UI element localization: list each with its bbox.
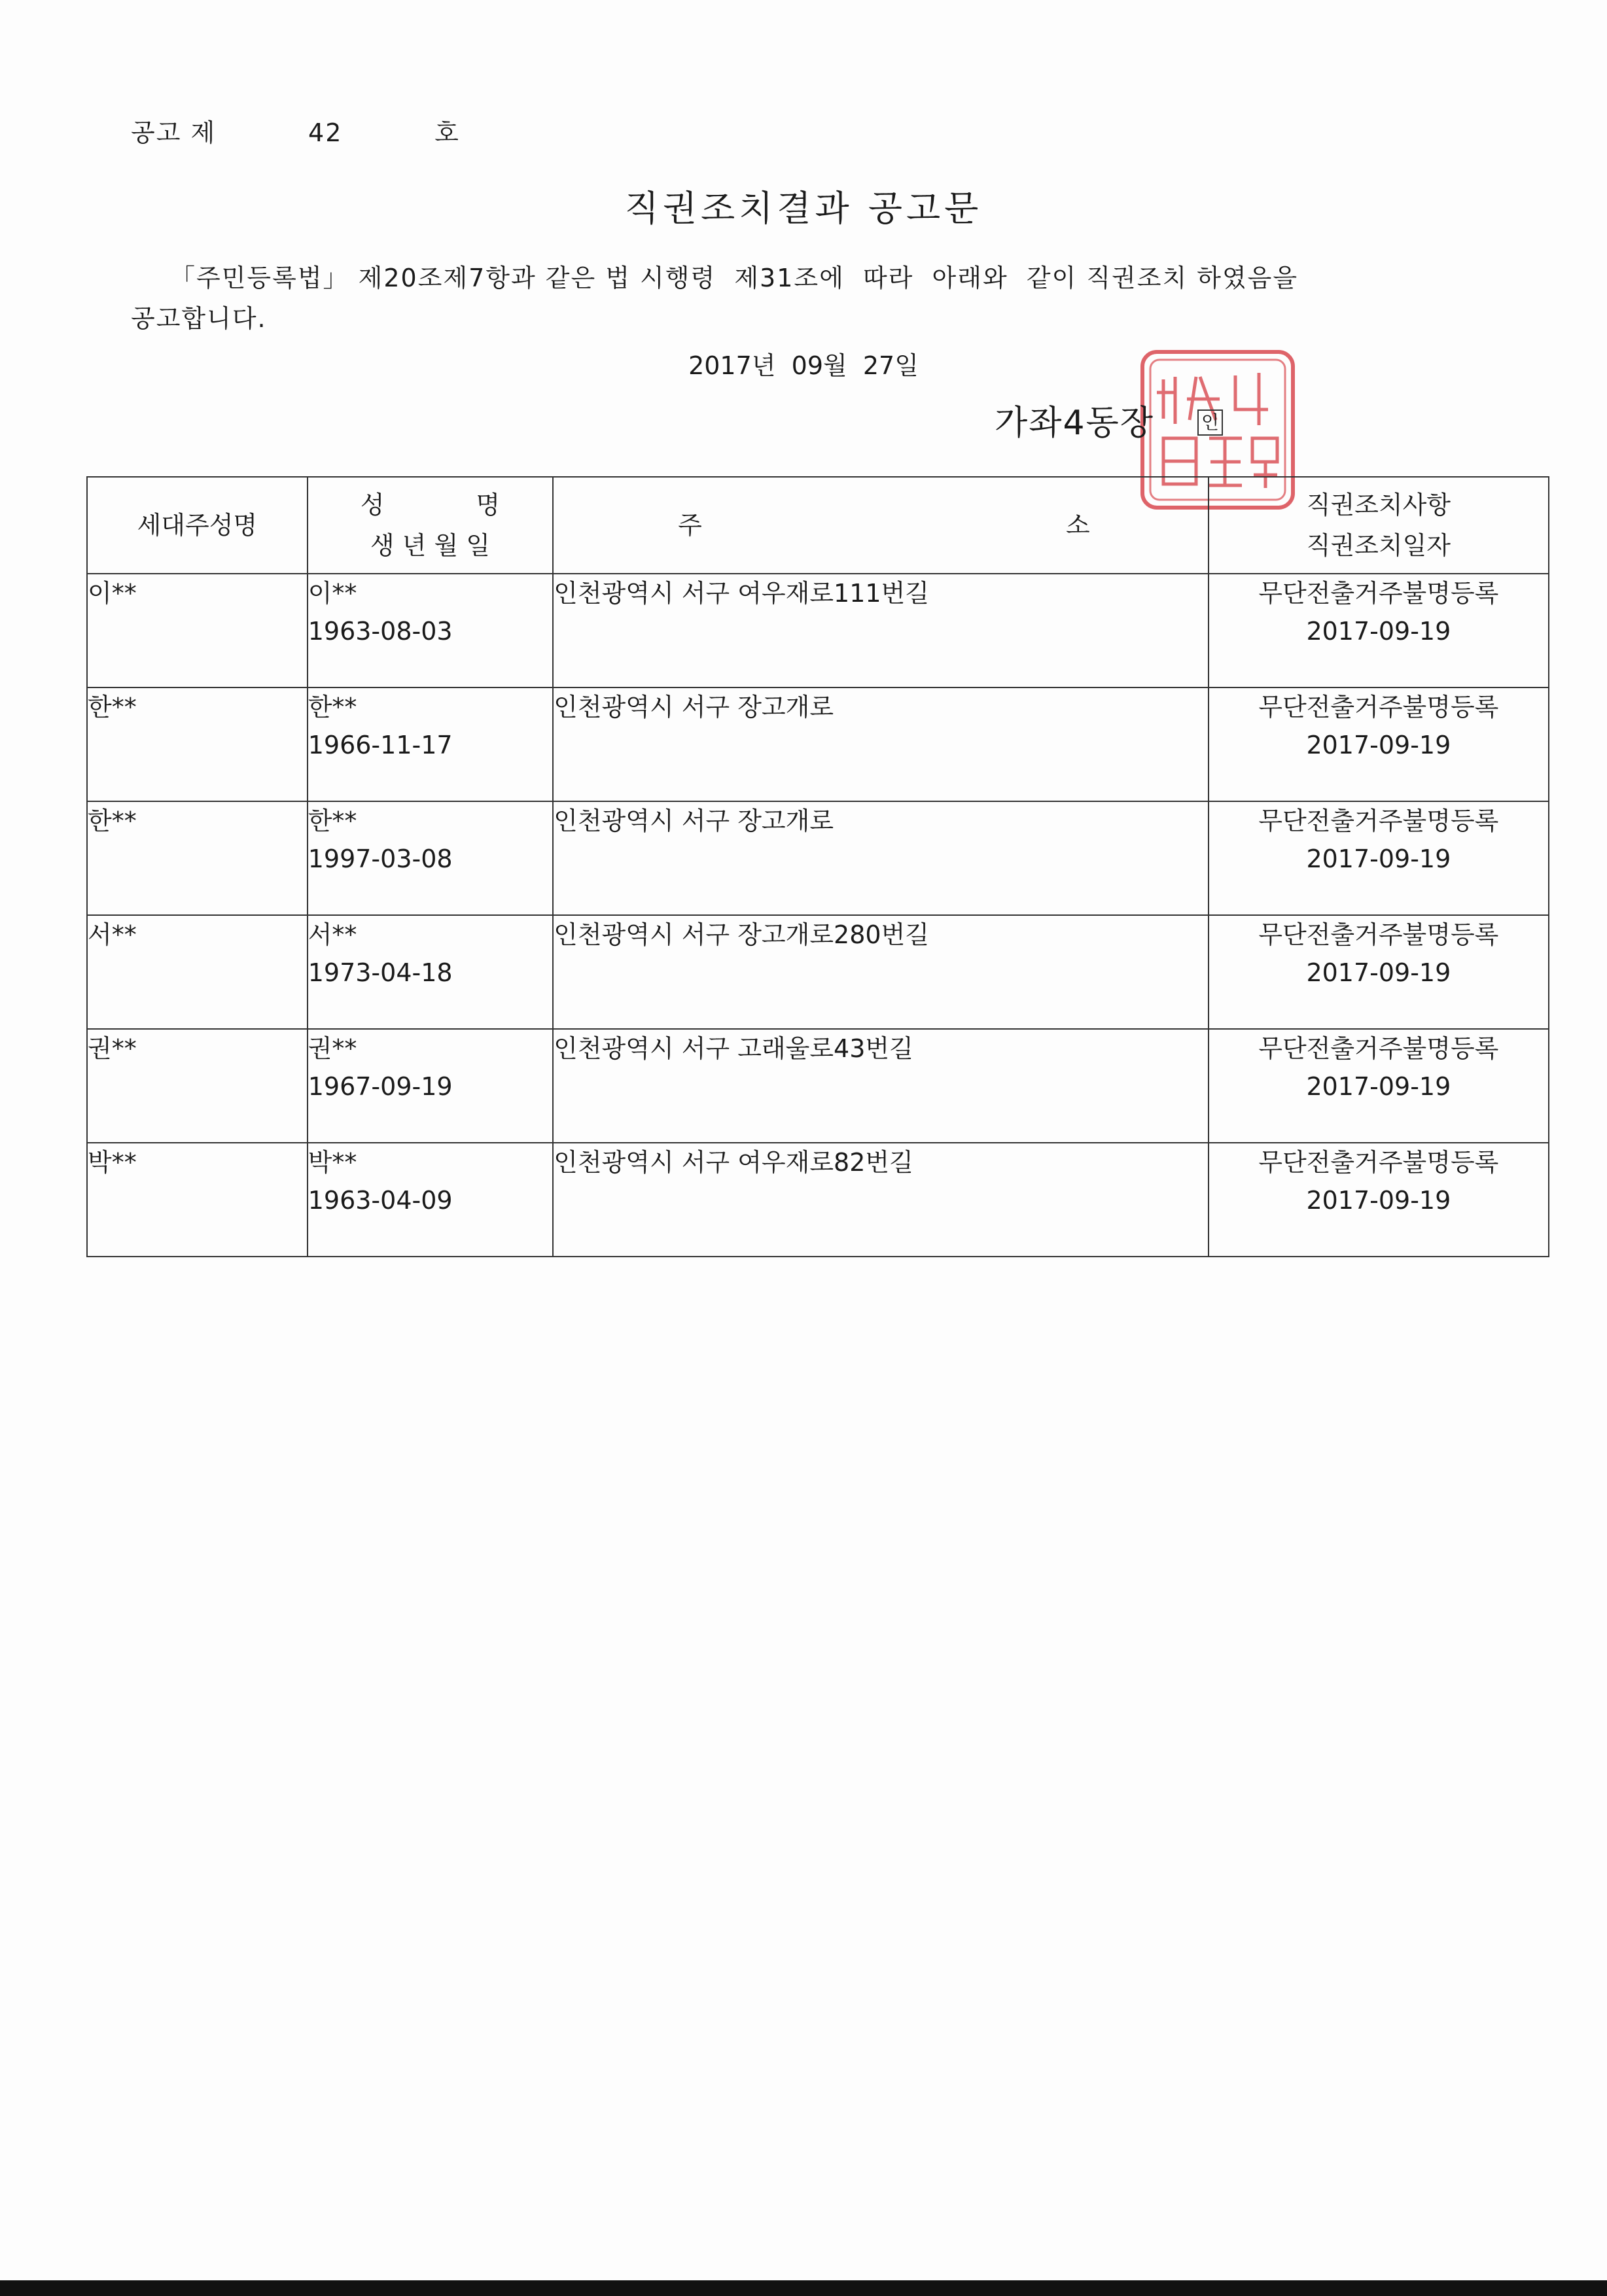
header-action-date: 직권조치일자 xyxy=(1306,531,1451,560)
scan-edge-bar xyxy=(0,2280,1607,2296)
table-row xyxy=(87,1143,1549,1257)
address-cell: 인천광역시 서구 여우재로111번길 xyxy=(553,574,1209,687)
householder-cell: 한** xyxy=(87,687,308,801)
birth-value: 1967-09-19 xyxy=(308,1072,453,1101)
action-results-table xyxy=(86,476,1549,1257)
birth-value: 1973-04-18 xyxy=(308,958,453,987)
name-value: 한** xyxy=(308,807,357,835)
table-row xyxy=(87,801,1549,915)
action-date-value: 2017-09-19 xyxy=(1306,844,1451,873)
birth-value: 1963-08-03 xyxy=(308,617,453,646)
action-date-value: 2017-09-19 xyxy=(1306,1072,1451,1101)
header-address xyxy=(553,477,1209,574)
action-cell xyxy=(1209,915,1549,1029)
name-birth-cell xyxy=(308,574,553,687)
name-value: 서** xyxy=(308,920,357,949)
notice-date: 2017년 09월 27일 xyxy=(688,351,919,380)
signer-title: 가좌4동장 xyxy=(995,404,1155,443)
name-value: 한** xyxy=(308,693,357,722)
action-cell xyxy=(1209,574,1549,687)
householder-cell: 권** xyxy=(87,1029,308,1143)
address-cell: 인천광역시 서구 장고개로 xyxy=(553,687,1209,801)
header-householder: 세대주성명 xyxy=(87,477,308,574)
action-cell xyxy=(1209,687,1549,801)
address-cell: 인천광역시 서구 장고개로280번길 xyxy=(553,915,1209,1029)
action-value: 무단전출거주불명등록 xyxy=(1258,693,1499,722)
name-value: 이** xyxy=(308,579,357,608)
action-date-value: 2017-09-19 xyxy=(1306,617,1451,646)
birth-value: 1997-03-08 xyxy=(308,844,453,873)
action-cell xyxy=(1209,1029,1549,1143)
notice-body xyxy=(131,258,1439,339)
householder-cell: 서** xyxy=(87,915,308,1029)
notice-suffix: 호 xyxy=(434,118,460,147)
notice-body-line-2: 공고합니다. xyxy=(131,304,267,333)
address-cell: 인천광역시 서구 장고개로 xyxy=(553,801,1209,915)
table-row xyxy=(87,687,1549,801)
table-row xyxy=(87,574,1549,687)
header-name-birth xyxy=(308,477,553,574)
action-date-value: 2017-09-19 xyxy=(1306,958,1451,987)
page-title: 직권조치결과 공고문 xyxy=(624,188,983,229)
table-row xyxy=(87,1029,1549,1143)
action-value: 무단전출거주불명등록 xyxy=(1258,920,1499,949)
name-birth-cell xyxy=(308,801,553,915)
action-value: 무단전출거주불명등록 xyxy=(1258,579,1499,608)
householder-cell: 박** xyxy=(87,1143,308,1257)
notice-label: 공고 제 xyxy=(131,118,217,147)
address-cell: 인천광역시 서구 여우재로82번길 xyxy=(553,1143,1209,1257)
header-address-2: 소 xyxy=(1066,511,1090,540)
name-birth-cell xyxy=(308,1143,553,1257)
householder-cell: 한** xyxy=(87,801,308,915)
name-value: 권** xyxy=(308,1034,357,1063)
action-cell xyxy=(1209,1143,1549,1257)
header-name-2: 명 xyxy=(476,491,501,519)
name-birth-cell xyxy=(308,1029,553,1143)
name-value: 박** xyxy=(308,1148,357,1177)
action-date-value: 2017-09-19 xyxy=(1306,731,1451,759)
header-address-1: 주 xyxy=(678,511,702,540)
action-value: 무단전출거주불명등록 xyxy=(1258,1034,1499,1063)
householder-cell: 이** xyxy=(87,574,308,687)
birth-value: 1963-04-09 xyxy=(308,1186,453,1215)
table-header-row xyxy=(87,477,1549,574)
action-date-value: 2017-09-19 xyxy=(1306,1186,1451,1215)
birth-value: 1966-11-17 xyxy=(308,731,453,759)
header-name-1: 성 xyxy=(360,491,385,519)
address-cell: 인천광역시 서구 고래울로43번길 xyxy=(553,1029,1209,1143)
action-value: 무단전출거주불명등록 xyxy=(1258,807,1499,835)
header-birth: 생 년 월 일 xyxy=(370,531,490,560)
notice-number: 42 xyxy=(308,118,343,147)
name-birth-cell xyxy=(308,915,553,1029)
action-value: 무단전출거주불명등록 xyxy=(1258,1148,1499,1177)
action-cell xyxy=(1209,801,1549,915)
name-birth-cell xyxy=(308,687,553,801)
header-action xyxy=(1209,477,1549,574)
header-action-type: 직권조치사항 xyxy=(1306,491,1451,519)
table-row xyxy=(87,915,1549,1029)
notice-body-line-1: 「주민등록법」 제20조제7항과 같은 법 시행령 제31조에 따라 아래와 같이 직권조치 하였음을 xyxy=(170,264,1299,292)
seal-mark: 인 xyxy=(1197,409,1223,436)
notice-number-line xyxy=(131,113,460,148)
